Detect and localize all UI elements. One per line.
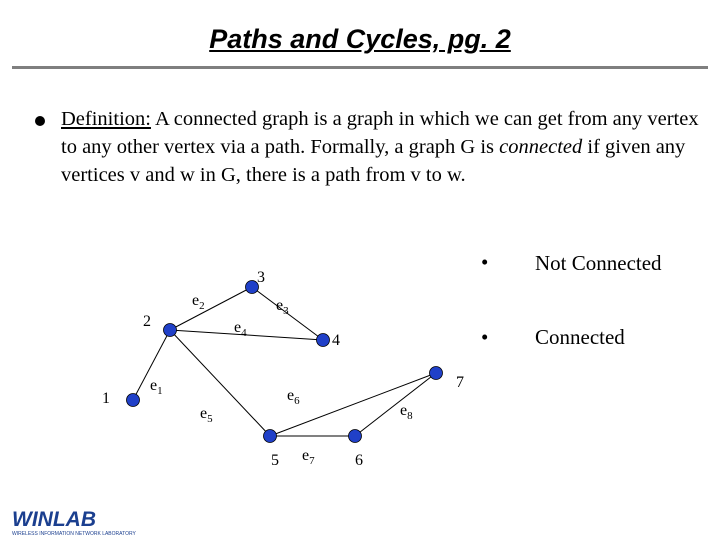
definition-label: Definition: <box>61 108 151 130</box>
edge-label-e4: $e_4$ <box>234 319 247 339</box>
vertex-label-3: 3 <box>257 269 265 286</box>
edge-label-e5: $e_5$ <box>200 405 213 425</box>
vertex-1 <box>127 394 140 407</box>
vertex-label-1: 1 <box>102 390 110 407</box>
vertex-label-2: 2 <box>143 313 151 330</box>
logo-name: WINLAB <box>12 508 96 531</box>
vertex-5 <box>264 430 277 443</box>
vertex-4 <box>317 334 330 347</box>
definition-part2: if given any vertices v and w in G, there is a path from v to w. <box>61 136 686 186</box>
vertex-2 <box>164 324 177 337</box>
definition-part1: A connected graph is a graph in which we can get from any vertex to any other vertex via a path. Formally, a graph G is <box>61 108 699 158</box>
vertex-label-7: 7 <box>456 374 464 391</box>
vertex-label-4: 4 <box>332 332 340 349</box>
edge-label-e2: $e_2$ <box>192 292 205 312</box>
edge-labels <box>150 292 413 467</box>
edge-e8 <box>355 373 436 436</box>
edge-label-e7: $e_7$ <box>302 447 315 467</box>
legend-bullet-not-connected: • <box>481 250 489 274</box>
winlab-logo <box>12 509 136 537</box>
logo-tagline: WIRELESS INFORMATION NETWORK LABORATORY <box>12 531 136 537</box>
legend <box>481 250 662 349</box>
vertex-6 <box>349 430 362 443</box>
vertex-label-5: 5 <box>271 452 279 469</box>
slide-title: Paths and Cycles, pg. 2 <box>209 24 511 54</box>
vertex-7 <box>430 367 443 380</box>
edge-label-e6: $e_6$ <box>287 387 300 407</box>
vertex-label-6: 6 <box>355 452 363 469</box>
edge-label-e3: $e_3$ <box>276 297 289 317</box>
definition-italic-term: connected <box>499 136 583 158</box>
legend-not-connected: Not Connected <box>535 251 662 275</box>
legend-connected: Connected <box>535 325 625 349</box>
legend-bullet-connected: • <box>481 325 489 349</box>
edge-label-e1: $e_1$ <box>150 377 163 397</box>
edge-label-e8: $e_8$ <box>400 402 413 422</box>
edge-e5 <box>170 330 270 436</box>
